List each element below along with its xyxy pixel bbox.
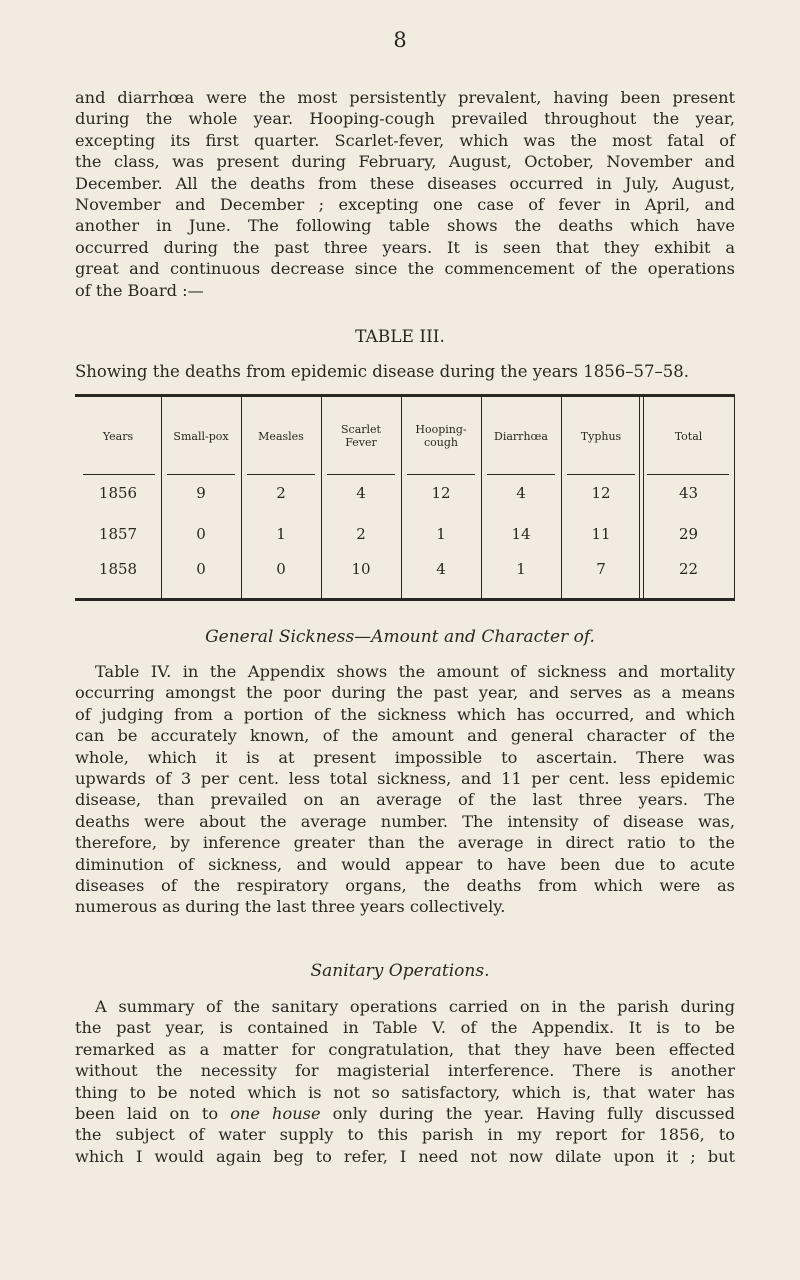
table-top-rule xyxy=(75,394,735,397)
cell-value: 4 xyxy=(436,560,446,578)
text-line: the subject of water supply to this parish in my report for 1856, to xyxy=(75,1125,735,1145)
cell-year: 1856 xyxy=(98,484,138,502)
header-total: Total xyxy=(674,429,703,443)
header-scarlet-fever: Scarlet Fever xyxy=(341,423,381,449)
text-line: remarked as a matter for congratulation, that they have been effected xyxy=(75,1039,735,1059)
cell-total: 29 xyxy=(678,525,699,543)
cell-value: 9 xyxy=(196,484,206,502)
cell-value: 1 xyxy=(276,525,286,543)
cell-total: 22 xyxy=(678,560,699,578)
cell-value: 12 xyxy=(591,484,611,502)
text-line: therefore, by inference greater than the average in direct ratio to the xyxy=(75,833,735,853)
header-underline xyxy=(327,474,395,475)
text-line: during the whole year. Hooping-cough prevailed throughout the year, xyxy=(75,109,735,129)
cell-value: 1 xyxy=(436,525,446,543)
text-segment: been laid on to xyxy=(75,1104,231,1124)
cell-value: 12 xyxy=(431,484,451,502)
text-line: of the Board :— xyxy=(75,280,204,300)
intro-paragraph xyxy=(75,87,735,301)
table-caption: Showing the deaths from epidemic disease during the years 1856–57–58. xyxy=(75,362,689,381)
section-heading-sanitary-operations: Sanitary Operations. xyxy=(310,961,490,981)
header-underline xyxy=(647,474,729,475)
cell-value: 7 xyxy=(596,560,606,578)
section-heading-general-sickness: General Sickness—Amount and Character of. xyxy=(205,627,595,647)
header-underline xyxy=(407,474,475,475)
text-line: great and continuous decrease since the commencement of the operations xyxy=(75,259,735,279)
cell-value: 0 xyxy=(196,525,206,543)
text-segment: only during the year. Having fully discussed xyxy=(320,1104,735,1124)
cell-value: 2 xyxy=(276,484,286,502)
text-line: upwards of 3 per cent. less total sickness, and 11 per cent. less epidemic xyxy=(75,769,735,789)
sanitary-operations-paragraph xyxy=(75,996,735,1167)
text-line: the class, was present during February, August, October, November and xyxy=(75,152,735,172)
cell-total: 43 xyxy=(678,484,699,502)
text-line: thing to be noted which is not so satisfactory, which is, that water has xyxy=(75,1082,735,1102)
text-line: excepting its first quarter. Scarlet-fever, which was the most fatal of xyxy=(75,130,735,150)
cell-value: 4 xyxy=(356,484,366,502)
text-line: diminution of sickness, and would appear to have been due to acute xyxy=(75,854,735,874)
header-small-pox: Small-pox xyxy=(173,429,229,443)
deaths-table xyxy=(75,394,735,604)
text-line: Table IV. in the Appendix shows the amount of sickness and mortality xyxy=(95,662,735,681)
cell-year: 1858 xyxy=(98,560,138,578)
table-right-border xyxy=(734,397,735,598)
text-line: diseases of the respiratory organs, the deaths from which were as xyxy=(75,876,735,896)
text-line: November and December ; excepting one case of fever in April, and xyxy=(75,195,735,215)
header-diarrhoea: Diarrhœa xyxy=(494,429,548,443)
cell-value: 14 xyxy=(511,525,531,543)
page-number: 8 xyxy=(393,28,407,52)
text-line: December. All the deaths from these diseases occurred in July, August, xyxy=(75,173,735,193)
text-line: of judging from a portion of the sickness which has occurred, and which xyxy=(75,704,735,724)
text-line: without the necessity for magisterial interference. There is another xyxy=(75,1061,735,1081)
text-line: can be accurately known, of the amount and general character of the xyxy=(75,726,735,746)
header-hooping-cough: Hooping-cough xyxy=(415,423,467,449)
text-line: another in June. The following table shows the deaths which have xyxy=(75,216,735,236)
text-line: occurred during the past three years. It is seen that they exhibit a xyxy=(75,237,735,257)
text-line: deaths were about the average number. The intensity of disease was, xyxy=(75,811,735,831)
table-bottom-rule xyxy=(75,598,735,601)
header-underline xyxy=(487,474,555,475)
text-line: occurring amongst the poor during the past year, and serves as a means xyxy=(75,683,735,703)
cell-value: 0 xyxy=(196,560,206,578)
text-line-mixed xyxy=(75,1103,735,1124)
cell-value: 11 xyxy=(591,525,611,543)
text-line: numerous as during the last three years collectively. xyxy=(75,897,506,917)
general-sickness-paragraph xyxy=(75,661,735,918)
text-line: and diarrhœa were the most persistently prevalent, having been present xyxy=(75,88,735,107)
text-line: which I would again beg to refer, I need not now dilate upon it ; but xyxy=(75,1146,735,1166)
cell-value: 10 xyxy=(351,560,371,578)
header-measles: Measles xyxy=(258,429,304,443)
header-underline xyxy=(83,474,155,475)
cell-year: 1857 xyxy=(98,525,138,543)
cell-value: 1 xyxy=(516,560,526,578)
emphasis-one-house: one house xyxy=(230,1104,321,1124)
text-line: whole, which it is at present impossible to ascertain. There was xyxy=(75,747,735,767)
text-line: A summary of the sanitary operations carried on in the parish during xyxy=(95,997,735,1016)
cell-value: 0 xyxy=(276,560,286,578)
cell-value: 2 xyxy=(356,525,366,543)
table-title: TABLE III. xyxy=(355,327,445,347)
header-underline xyxy=(167,474,235,475)
header-underline xyxy=(247,474,315,475)
header-years: Years xyxy=(102,429,134,443)
header-underline xyxy=(567,474,635,475)
text-line: the past year, is contained in Table V. of the Appendix. It is to be xyxy=(75,1018,735,1038)
cell-value: 4 xyxy=(516,484,526,502)
header-typhus: Typhus xyxy=(580,429,622,443)
text-line: disease, than prevailed on an average of the last three years. The xyxy=(75,790,735,810)
